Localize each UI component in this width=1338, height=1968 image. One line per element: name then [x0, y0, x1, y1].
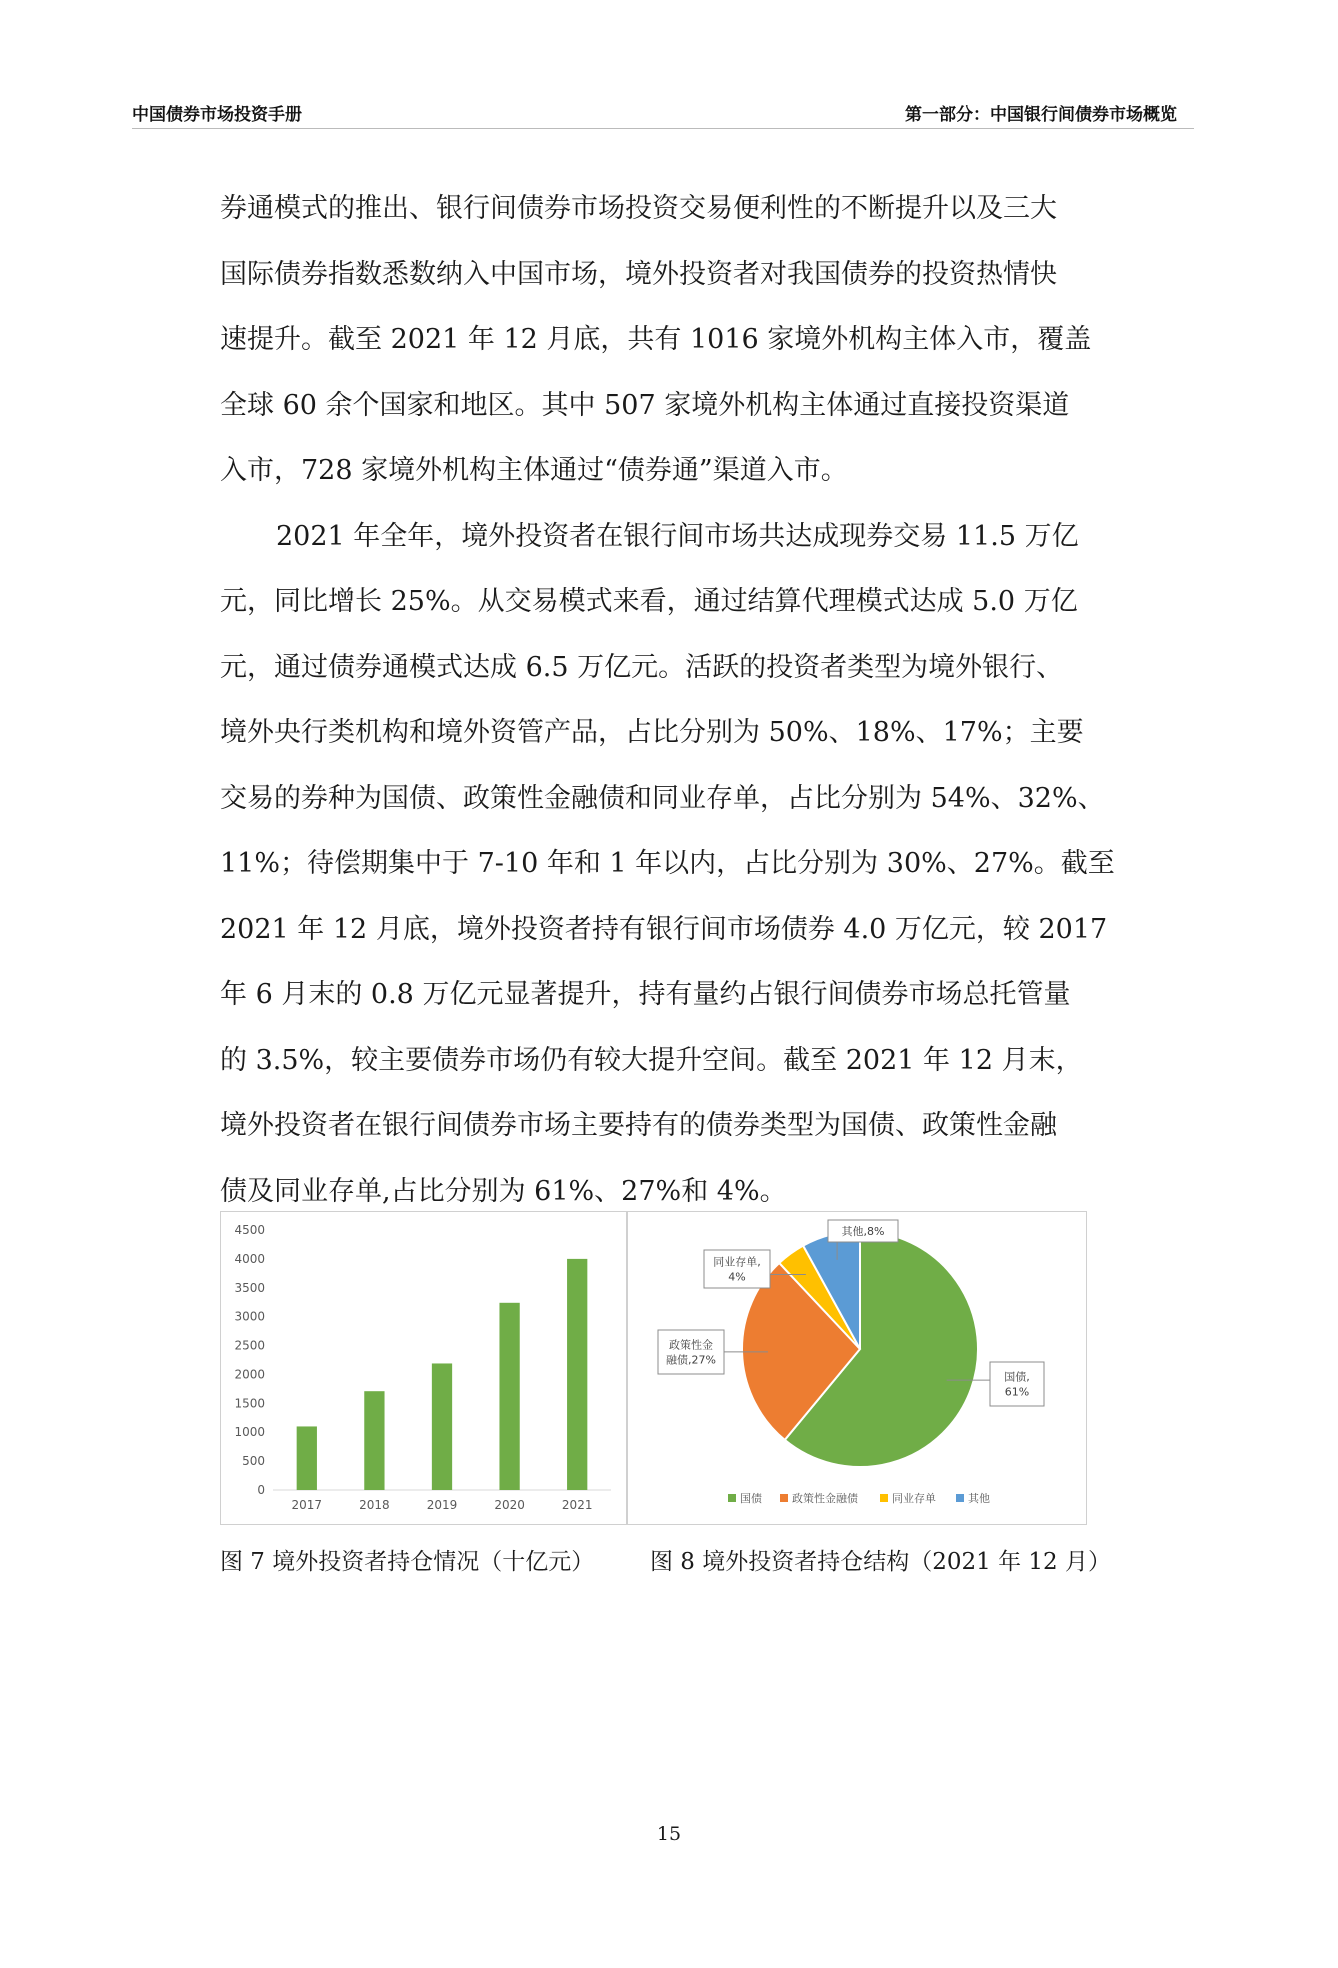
- text-line: 元，同比增长 25%。从交易模式来看，通过结算代理模式达成 5.0 万亿: [220, 586, 1078, 617]
- text-line: 2021 年 12 月底，境外投资者持有银行间市场债券 4.0 万亿元，较 2017: [220, 913, 1108, 945]
- running-header-title: 中国债券市场投资手册: [132, 105, 302, 125]
- bar: [499, 1303, 519, 1490]
- callout-box: [658, 1330, 724, 1374]
- y-tick-label: 1000: [234, 1425, 265, 1440]
- text-line: 债及同业存单,占比分别为 61%、27%和 4%。: [220, 1175, 787, 1207]
- text-line: 国际债券指数悉数纳入中国市场，境外投资者对我国债券的投资热情快: [220, 258, 1057, 290]
- y-tick-label: 2000: [234, 1367, 265, 1382]
- x-tick-label: 2017: [291, 1498, 323, 1512]
- x-tick-label: 2020: [494, 1498, 525, 1512]
- text-line: 速提升。截至 2021 年 12 月底，共有 1016 家境外机构主体入市，覆盖: [220, 324, 1092, 355]
- text-line: 全球 60 余个国家和地区。其中 507 家境外机构主体通过直接投资渠道: [220, 389, 1070, 421]
- header-divider: [132, 128, 1194, 129]
- text-line: 交易的券种为国债、政策性金融债和同业存单，占比分别为 54%、32%、: [220, 782, 1105, 814]
- body-text: [220, 176, 1115, 1224]
- y-tick-label: 4500: [234, 1223, 265, 1237]
- y-tick-label: 0: [257, 1483, 265, 1497]
- text-line: 的 3.5%，较主要债券市场仍有较大提升空间。截至 2021 年 12 月末，: [220, 1044, 1083, 1076]
- y-tick-label: 3500: [234, 1280, 265, 1295]
- legend-label: 国债: [740, 1492, 762, 1505]
- y-tick-label: 1500: [234, 1396, 265, 1411]
- legend-swatch: [880, 1494, 888, 1502]
- y-tick-label: 500: [242, 1454, 265, 1469]
- data-label: 国债,: [1004, 1370, 1030, 1384]
- legend-swatch: [956, 1494, 964, 1502]
- x-tick-label: 2018: [359, 1498, 390, 1512]
- data-label: 融债,27%: [666, 1353, 716, 1367]
- text-line: 境外央行类机构和境外资管产品，占比分别为 50%、18%、17%；主要: [220, 717, 1084, 748]
- y-tick-label: 3000: [234, 1309, 265, 1324]
- bar: [567, 1259, 587, 1490]
- data-label: 61%: [1004, 1385, 1030, 1399]
- pie-chart-svg: [628, 1212, 1086, 1524]
- text-line: 年 6 月末的 0.8 万亿元显著提升，持有量约占银行间债券市场总托管量: [220, 979, 1071, 1010]
- y-tick-label: 2500: [234, 1338, 265, 1353]
- y-tick-label: 4000: [234, 1251, 265, 1266]
- data-label: 其他,8%: [841, 1225, 885, 1238]
- legend-swatch: [780, 1494, 788, 1502]
- callout-box: [990, 1362, 1044, 1406]
- text-line: 2021 年全年，境外投资者在银行间市场共达成现券交易 11.5 万亿: [276, 520, 1079, 552]
- legend-label: 政策性金融债: [792, 1492, 858, 1505]
- figure-8-pie-chart: [627, 1211, 1087, 1525]
- text-line: 入市，728 家境外机构主体通过“债券通”渠道入市。: [220, 455, 848, 486]
- page-number: 15: [656, 1823, 682, 1845]
- data-label: 4%: [728, 1270, 746, 1284]
- text-line: 元，通过债券通模式达成 6.5 万亿元。活跃的投资者类型为境外银行、: [220, 651, 1064, 683]
- bar-chart-svg: [221, 1212, 626, 1524]
- running-header-section: 第一部分：中国银行间债券市场概览: [905, 105, 1177, 125]
- bar: [432, 1363, 452, 1490]
- text-line: 11%；待偿期集中于 7-10 年和 1 年以内，占比分别为 30%、27%。截至: [220, 848, 1115, 879]
- x-tick-label: 2019: [426, 1498, 458, 1512]
- text-line: 境外投资者在银行间债券市场主要持有的债券类型为国债、政策性金融: [220, 1110, 1057, 1141]
- x-tick-label: 2021: [561, 1498, 593, 1512]
- bar: [297, 1426, 317, 1490]
- figure-7-bar-chart: [220, 1211, 627, 1525]
- data-label: 同业存单,: [713, 1255, 761, 1269]
- data-label: 政策性金: [669, 1338, 713, 1352]
- figure-7-caption: 图 7 境外投资者持仓情况（十亿元）: [220, 1549, 595, 1575]
- legend-label: 其他: [968, 1492, 990, 1505]
- legend-swatch: [728, 1494, 736, 1502]
- legend-label: 同业存单: [892, 1492, 936, 1505]
- bar: [364, 1391, 384, 1490]
- figure-8-caption: 图 8 境外投资者持仓结构（2021 年 12 月）: [650, 1549, 1111, 1575]
- text-line: 券通模式的推出、银行间债券市场投资交易便利性的不断提升以及三大: [220, 193, 1057, 224]
